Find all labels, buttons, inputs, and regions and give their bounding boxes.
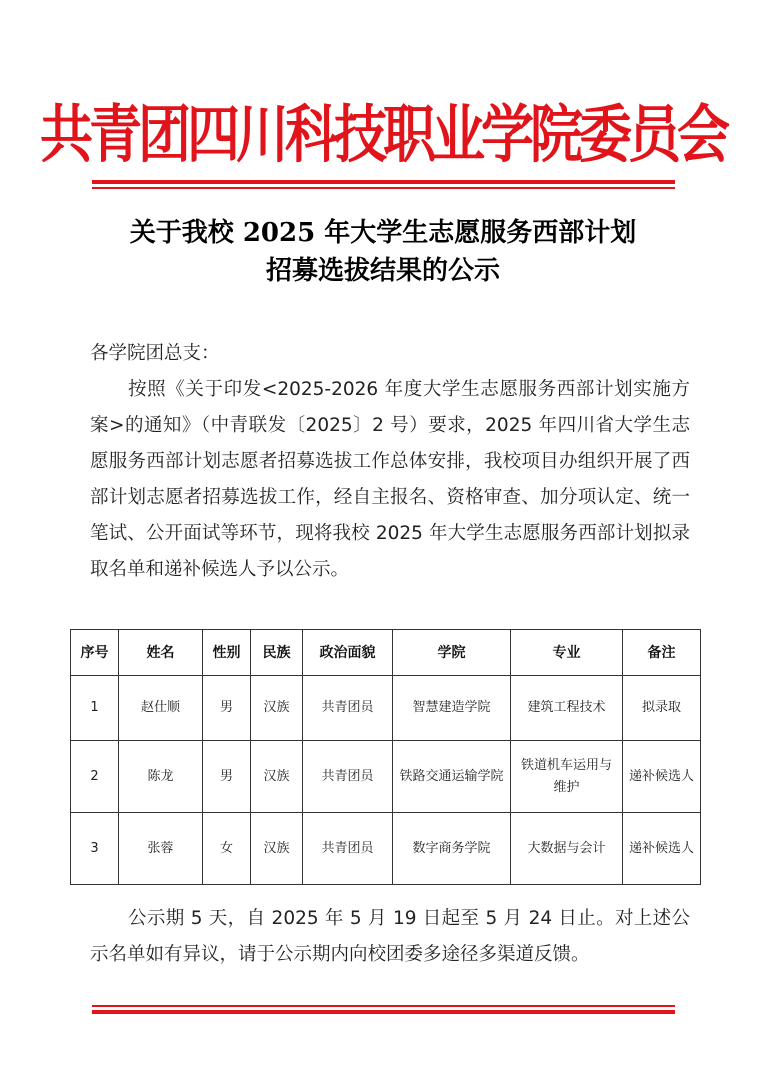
org-letterhead [40, 88, 726, 172]
header-political-status: 政治面貌 [303, 630, 393, 676]
header-name: 姓名 [119, 630, 203, 676]
organization-name: 共青团四川科技职业学院委员会 [40, 99, 726, 172]
table-header-row [71, 630, 701, 676]
cell-remark: 递补候选人 [623, 741, 701, 813]
cell-ethnicity: 汉族 [251, 676, 303, 741]
header-index: 序号 [71, 630, 119, 676]
cell-name: 赵仕顺 [119, 676, 203, 741]
footer-rule-thin [92, 1005, 675, 1007]
cell-gender: 男 [203, 676, 251, 741]
body-paragraph-1: 按照《关于印发<2025-2026 年度大学生志愿服务西部计划实施方案>的通知》（中青联发〔2025〕2 号）要求，2025 年四川省大学生志愿服务西部计划志愿者招募选拔工作总体安排，我校项目办组织开展了西部计划志愿者招募选拔工作，经自主报名、资格审查、加分项认定、统一笔试、公开面试等环节，现将我校 2025 年大学生志愿服务西部计划拟录取名单和递补候选人予以公示。 [90, 379, 690, 580]
cell-major: 建筑工程技术 [511, 676, 623, 741]
header-major: 专业 [511, 630, 623, 676]
table-row [71, 676, 701, 741]
table-row [71, 741, 701, 813]
footer-rule-thick [92, 1010, 675, 1014]
cell-ethnicity: 汉族 [251, 813, 303, 885]
cell-index: 1 [71, 676, 119, 741]
cell-remark: 拟录取 [623, 676, 701, 741]
header-ethnicity: 民族 [251, 630, 303, 676]
title-line-2: 招募选拔结果的公示 [265, 256, 500, 286]
header-remark: 备注 [623, 630, 701, 676]
cell-political-status: 共青团员 [303, 676, 393, 741]
cell-political-status: 共青团员 [303, 741, 393, 813]
cell-major: 大数据与会计 [511, 813, 623, 885]
cell-gender: 男 [203, 741, 251, 813]
title-line-1: 关于我校 2025 年大学生志愿服务西部计划 [129, 218, 637, 248]
cell-name: 陈龙 [119, 741, 203, 813]
letterhead-rule-thin [92, 187, 675, 189]
cell-remark: 递补候选人 [623, 813, 701, 885]
cell-gender: 女 [203, 813, 251, 885]
cell-college: 铁路交通运输学院 [393, 741, 511, 813]
cell-political-status: 共青团员 [303, 813, 393, 885]
cell-major: 铁道机车运用与维护 [511, 741, 623, 813]
cell-index: 2 [71, 741, 119, 813]
cell-college: 数字商务学院 [393, 813, 511, 885]
header-college: 学院 [393, 630, 511, 676]
results-table [70, 629, 701, 885]
table-row [71, 813, 701, 885]
cell-name: 张蓉 [119, 813, 203, 885]
document-title [60, 214, 706, 290]
salutation: 各学院团总支： [90, 343, 220, 364]
body-paragraph-2: 公示期 5 天，自 2025 年 5 月 19 日起至 5 月 24 日止。对上述公示名单如有异议，请于公示期内向校团委多途径多渠道反馈。 [90, 908, 690, 965]
header-gender: 性别 [203, 630, 251, 676]
letterhead-rule-thick [92, 180, 675, 184]
cell-college: 智慧建造学院 [393, 676, 511, 741]
cell-index: 3 [71, 813, 119, 885]
cell-ethnicity: 汉族 [251, 741, 303, 813]
